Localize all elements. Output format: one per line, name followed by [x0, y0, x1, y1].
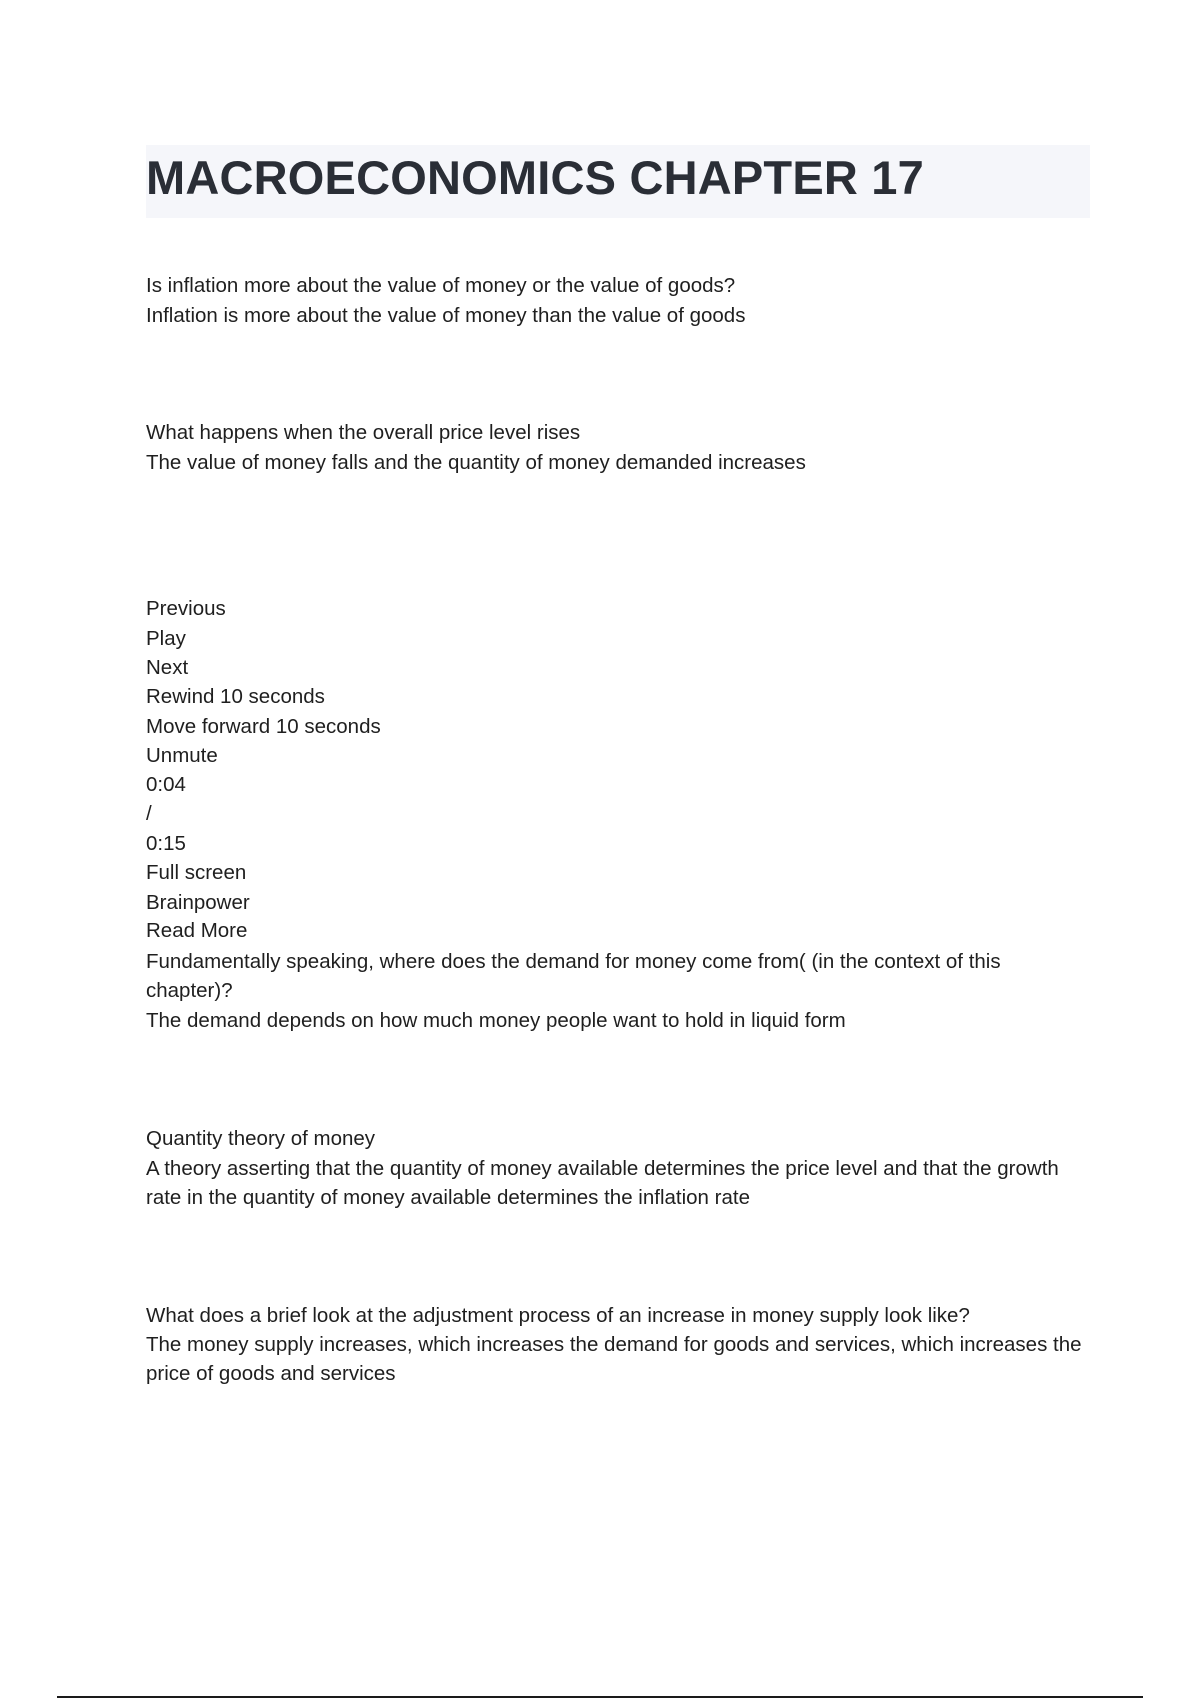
card-question: What happens when the overall price level rises — [146, 421, 581, 444]
card-answer: The value of money falls and the quantity of money demanded increases — [146, 451, 806, 474]
card-answer: The money supply increases, which increases the demand for goods and services, which increases the price of goods and services — [146, 1333, 1082, 1385]
player-rewind-button[interactable]: Rewind 10 seconds — [146, 685, 325, 708]
card-answer: The demand depends on how much money people want to hold in liquid form — [146, 1009, 846, 1032]
player-unmute-button[interactable]: Unmute — [146, 744, 218, 767]
read-more-link[interactable]: Read More — [146, 919, 248, 942]
card-question: What does a brief look at the adjustment process of an increase in money supply look like? — [146, 1304, 970, 1327]
player-forward-button[interactable]: Move forward 10 seconds — [146, 715, 381, 738]
page-title: MACROECONOMICS CHAPTER 17 — [146, 151, 924, 204]
footer-divider — [57, 1696, 1143, 1698]
player-fullscreen-button[interactable]: Full screen — [146, 861, 247, 884]
card-question: Fundamentally speaking, where does the demand for money come from( (in the context of this chapter)? — [146, 950, 1001, 1002]
player-duration: 0:15 — [146, 832, 186, 855]
card-answer: Inflation is more about the value of money than the value of goods — [146, 304, 746, 327]
player-current-time: 0:04 — [146, 773, 186, 796]
card-answer: A theory asserting that the quantity of money available determines the price level and that the growth rate in the quantity of money available determines the inflation rate — [146, 1157, 1059, 1209]
player-time-separator: / — [146, 802, 152, 825]
player-brand-label: Brainpower — [146, 891, 250, 914]
card-question: Quantity theory of money — [146, 1127, 376, 1150]
player-previous-button[interactable]: Previous — [146, 597, 226, 620]
card-question: Is inflation more about the value of money or the value of goods? — [146, 274, 736, 297]
player-next-button[interactable]: Next — [146, 656, 189, 679]
player-play-button[interactable]: Play — [146, 627, 186, 650]
